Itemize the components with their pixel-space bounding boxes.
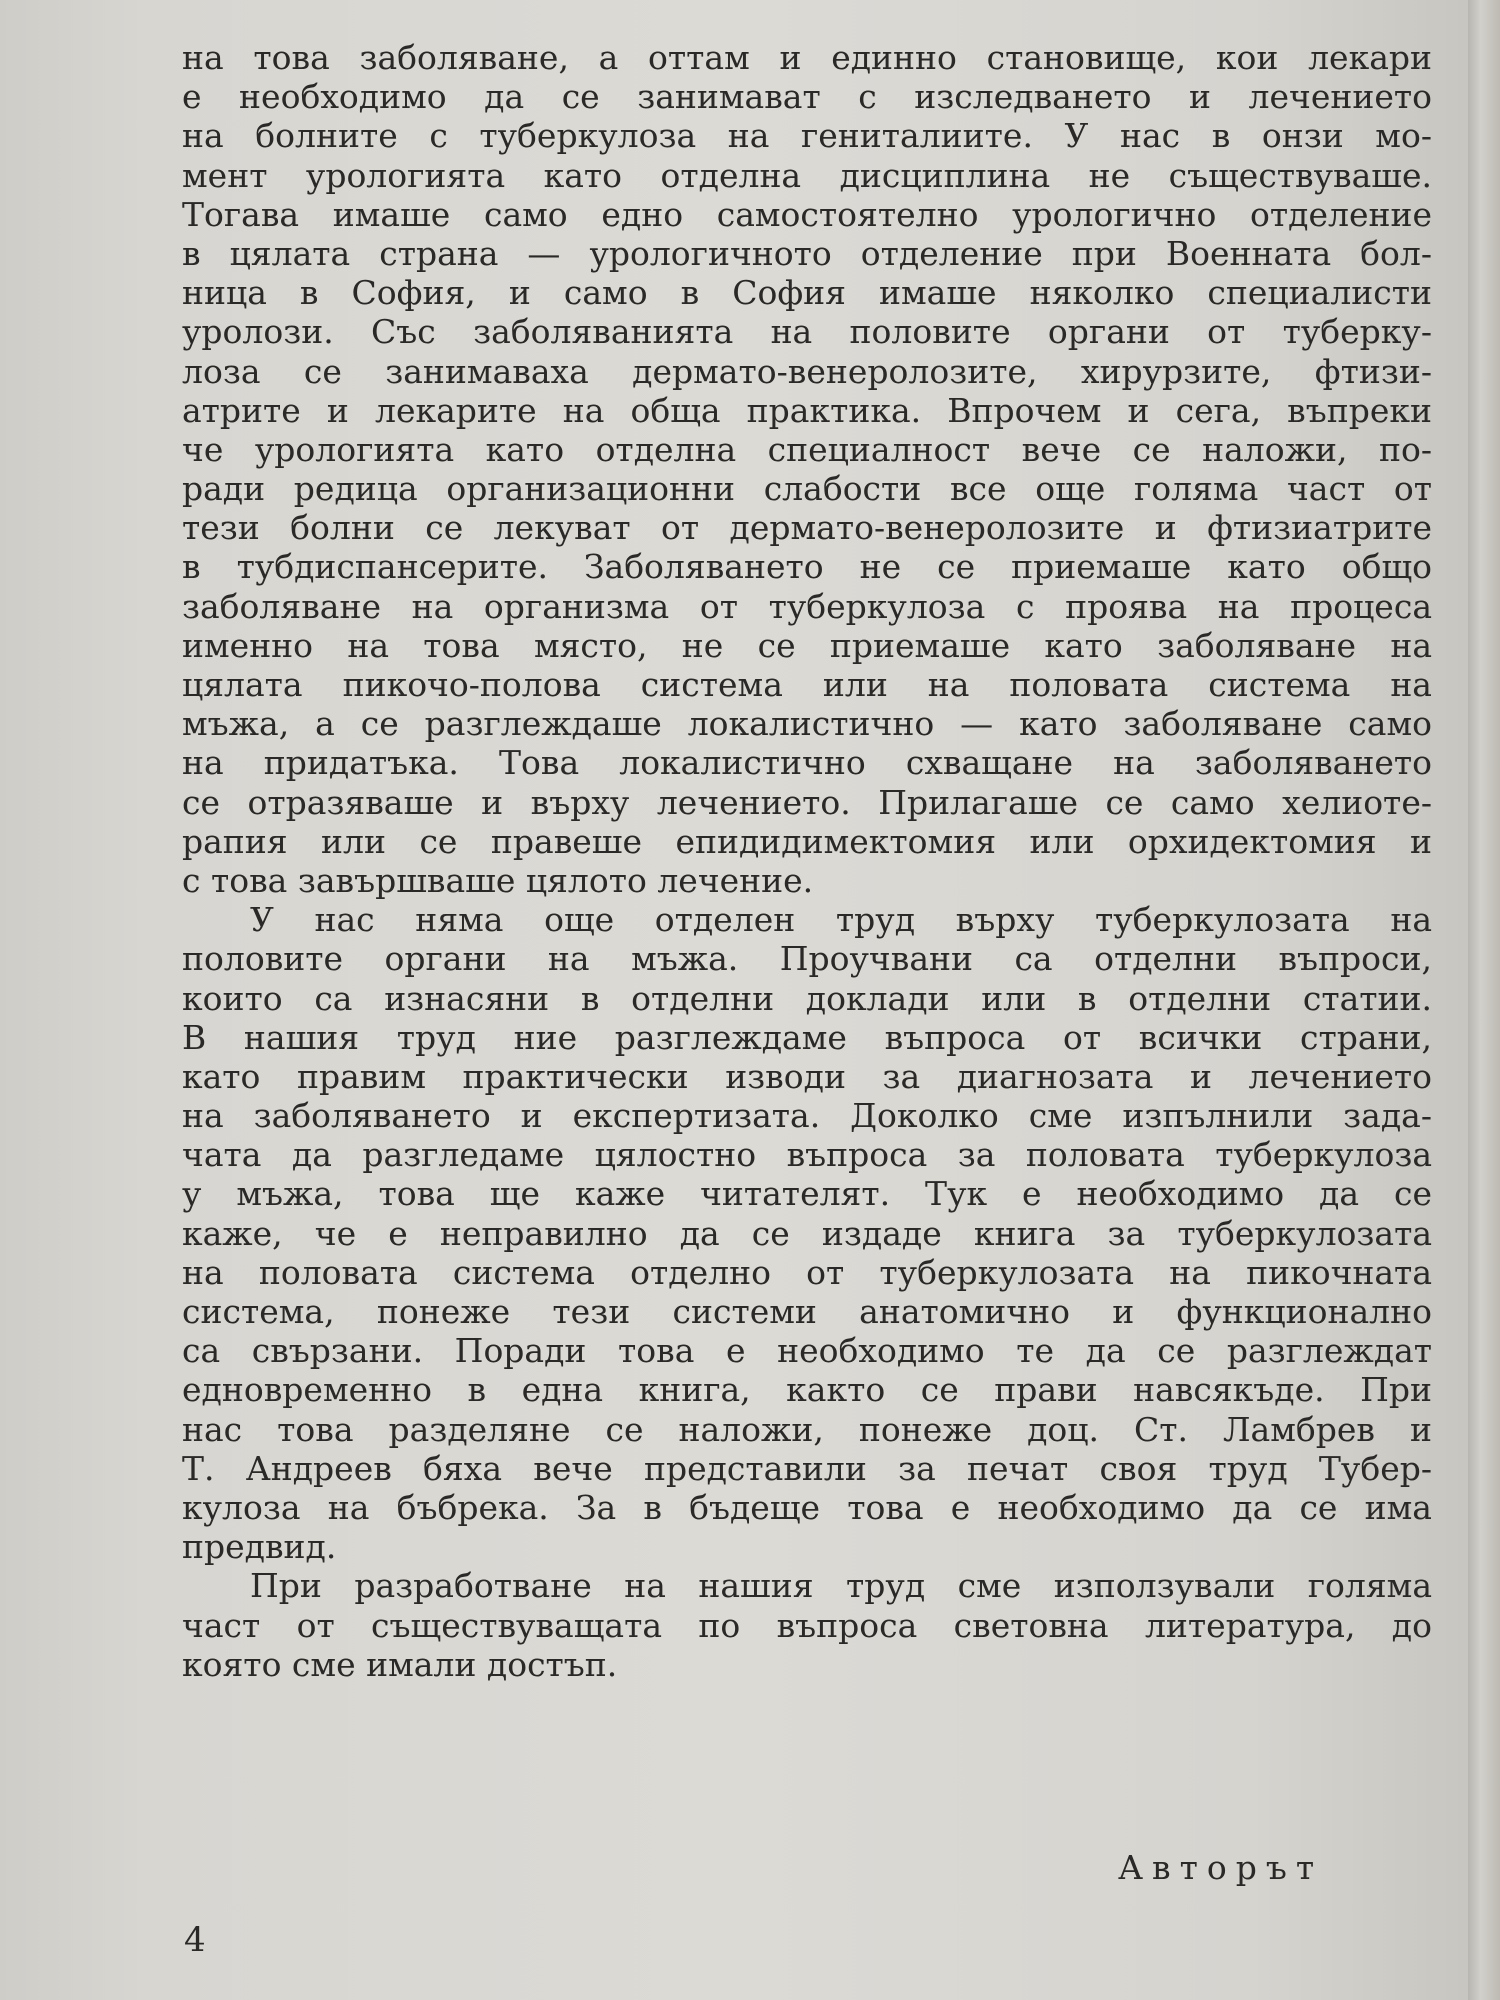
text-line: е необходимо да се занимават с изследването и лечението (182, 77, 1432, 117)
paragraph-2 (182, 900, 1432, 1566)
paragraph-1 (182, 38, 1432, 900)
text-line: рапия или се правеше епидидимектомия или орхидектомия и (182, 821, 1432, 861)
text-line: каже, че е неправилно да се издаде книга за туберкулозата (182, 1213, 1432, 1253)
page-edge (1468, 0, 1500, 2000)
text-line: на това заболяване, а оттам и единно становище, кои лекари (182, 38, 1432, 77)
text-line: лоза се занимаваха дермато-венеролозите, хирурзите, фтизи- (182, 351, 1432, 391)
text-line: атрите и лекарите на обща практика. Впрочем и сега, въпреки (182, 390, 1432, 430)
text-line: мент урологията като отделна дисциплина не съществуваше. (182, 155, 1432, 195)
text-line: на заболяването и експертизата. Доколко сме изпълнили зада- (182, 1096, 1432, 1136)
text-line: В нашия труд ние разглеждаме въпроса от всички страни, (182, 1017, 1432, 1057)
text-line: с това завършваше цялото лечение. (182, 860, 814, 900)
text-line: система, понеже тези системи анатомично и функционално (182, 1292, 1432, 1331)
text-line: мъжа, а се разглеждаше локалистично — като заболяване само (182, 704, 1432, 744)
text-line: на половата система отделно от туберкулозата на пикочната (182, 1252, 1432, 1292)
body-text (182, 38, 1432, 1684)
text-line: у мъжа, това ще каже читателят. Тук е необходимо да се (182, 1174, 1432, 1214)
text-line: При разработване на нашия труд сме използували голяма (250, 1566, 1432, 1606)
text-line: част от съществуващата по въпроса световна литература, до (182, 1605, 1432, 1645)
text-line: половите органи на мъжа. Проучвани са отделни въпроси, (182, 939, 1432, 979)
text-line: кулоза на бъбрека. За в бъдеще това е необходимо да се има (182, 1487, 1432, 1527)
text-line: че урологията като отделна специалност вече се наложи, по- (182, 429, 1432, 469)
text-line: на болните с туберкулоза на гениталиите. У нас в онзи мо- (182, 116, 1432, 156)
text-line: чата да разгледаме цялостно въпроса за половата туберкулоза (182, 1135, 1432, 1175)
text-line: която сме имали достъп. (182, 1644, 618, 1684)
text-line: У нас няма още отделен труд върху туберкулозата на (250, 900, 1432, 940)
text-line: нас това разделяне се наложи, понеже доц. Ст. Ламбрев и (182, 1409, 1432, 1449)
page-number: 4 (184, 1920, 206, 1960)
text-line: се отразяваше и върху лечението. Прилагаше се само хелиоте- (182, 782, 1432, 822)
text-line: ница в София, и само в София имаше няколко специалисти (182, 273, 1432, 313)
text-line: едновременно в една книга, както се прави навсякъде. При (182, 1370, 1432, 1410)
text-line: предвид. (182, 1527, 337, 1567)
text-line: на придатъка. Това локалистично схващане на заболяването (182, 743, 1432, 783)
text-line: в цялата страна — урологичното отделение при Военната бол- (182, 233, 1432, 273)
text-line: Тогава имаше само едно самостоятелно урологично отделение (182, 194, 1432, 234)
text-line: като правим практически изводи за диагнозата и лечението (182, 1056, 1432, 1096)
text-line: са свързани. Поради това е необходимо те да се разглеждат (182, 1331, 1432, 1371)
text-line: именно на това място, не се приемаше като заболяване на (182, 625, 1432, 665)
text-line: Т. Андреев бяха вече представили за печат своя труд Тубер- (182, 1448, 1432, 1488)
text-line: тези болни се лекуват от дермато-венеролозите и фтизиатрите (182, 508, 1432, 548)
text-line: заболяване на организма от туберкулоза с проява на процеса (182, 586, 1432, 626)
text-line: които са изнасяни в отделни доклади или в отделни статии. (182, 978, 1432, 1018)
text-line: цялата пикочо-полова система или на половата система на (182, 665, 1432, 704)
text-line: ради редица организационни слабости все още голяма част от (182, 469, 1432, 509)
paragraph-3 (182, 1566, 1432, 1684)
text-line: в тубдиспансерите. Заболяването не се приемаше като общо (182, 547, 1432, 587)
text-line: уролози. Със заболяванията на половите органи от туберку- (182, 312, 1432, 352)
author-signature: Авторът (1118, 1848, 1324, 1887)
